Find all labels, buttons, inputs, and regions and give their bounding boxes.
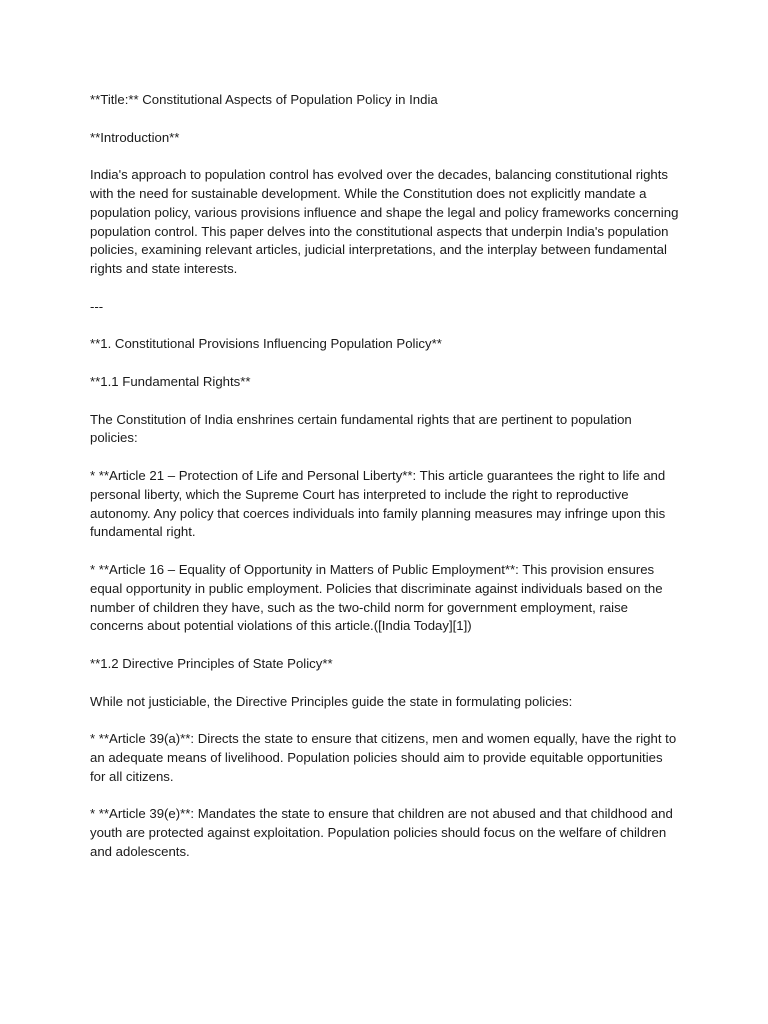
section-1-1-heading: **1.1 Fundamental Rights** (90, 373, 251, 389)
document-body (90, 91, 680, 880)
section-1-1-intro: The Constitution of India enshrines certain fundamental rights that are pertinent to population policies: (90, 411, 632, 446)
introduction-paragraph: India's approach to population control has evolved over the decades, balancing constitutional rights with the need for sustainable development. While the Constitution does not explicitly mandate a population policy, various provisions influence and shape the legal and policy frameworks concerning population control. This paper delves into the constitutional aspects that underpin India's population policies, examining relevant articles, judicial interpretations, and the interplay between fundamental rights and state interests. (90, 167, 679, 277)
article-16-item: * **Article 16 – Equality of Opportunity in Matters of Public Employment**: This provision ensures equal opportunity in public employment. Policies that discriminate against individuals based on the number of children they have, such as the two-child norm for government employment, raise concerns about potential violations of this article.([India Today][1]) (90, 561, 663, 634)
section-1-2-heading: **1.2 Directive Principles of State Policy** (90, 655, 333, 671)
article-39e-item: * **Article 39(e)**: Mandates the state to ensure that children are not abused and that childhood and youth are protected against exploitation. Population policies should focus on the welfare of children and adolescents. (90, 806, 673, 859)
introduction-heading: **Introduction** (90, 129, 180, 145)
section-1-heading: **1. Constitutional Provisions Influencing Population Policy** (90, 336, 442, 352)
article-39a-item: * **Article 39(a)**: Directs the state to ensure that citizens, men and women equally, have the right to an adequate means of livelihood. Population policies should aim to provide equitable opportunities for all citizens. (90, 731, 677, 784)
section-separator: --- (90, 298, 104, 314)
section-1-2-intro: While not justiciable, the Directive Principles guide the state in formulating policies: (90, 693, 573, 709)
document-title: **Title:** Constitutional Aspects of Population Policy in India (90, 92, 438, 107)
article-21-item: * **Article 21 – Protection of Life and Personal Liberty**: This article guarantees the right to life and personal liberty, which the Supreme Court has interpreted to include the right to reproductive autonomy. Any policy that coerces individuals into family planning measures may infringe upon this fundamental right. (90, 467, 666, 540)
